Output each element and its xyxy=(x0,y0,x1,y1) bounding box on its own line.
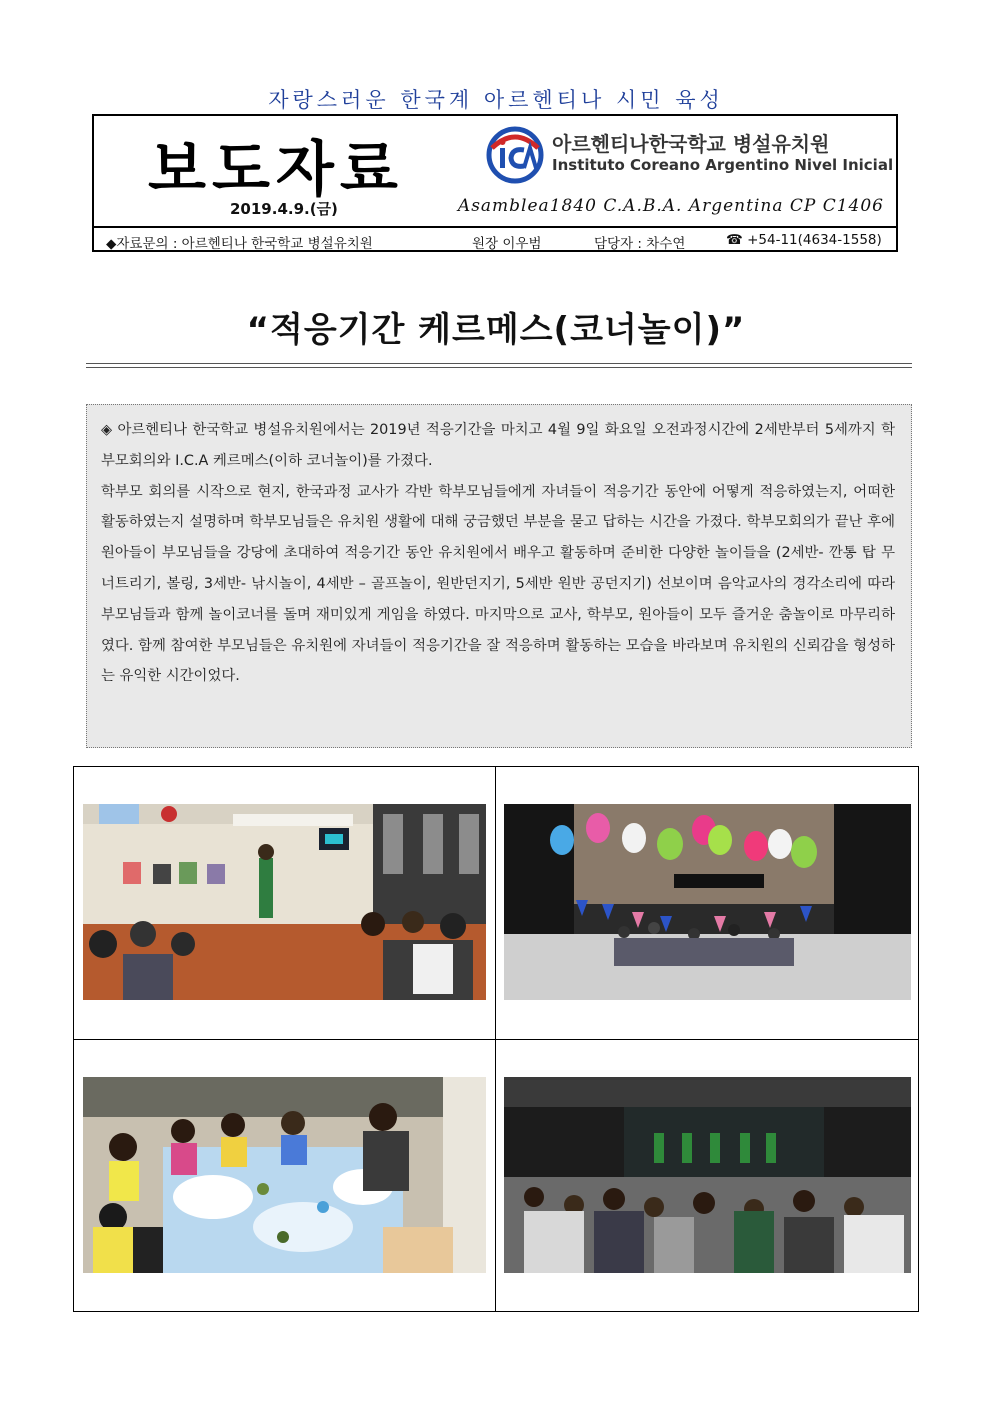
press-release-header xyxy=(92,114,898,252)
photo-grid xyxy=(73,766,919,1312)
manager: 담당자 : 차수연 xyxy=(594,236,686,252)
auditorium-photo-image xyxy=(504,804,911,1000)
slogan: 자랑스러운 한국계 아르헨티나 시민 육성 xyxy=(268,88,724,112)
stage-photo-image xyxy=(504,1077,911,1273)
article-body xyxy=(86,404,912,748)
principal: 원장 이우범 xyxy=(472,236,542,252)
press-release-title: 보도자료 xyxy=(148,135,404,205)
article-paragraph: ◈ 아르헨티나 한국학교 병설유치원에서는 2019년 적응기간을 마치고 4월 9일 화요일 오전과정시간에 2세반부터 5세까지 학부모회의와 I.C.A 케르메스(이하 코너놀이)를 가졌다. xyxy=(101,422,895,469)
address: Asamblea1840 C.A.B.A. Argentina CP C1406 xyxy=(457,196,884,216)
stage-dance-photo xyxy=(504,1077,911,1273)
org-name-korean: 아르헨티나한국학교 병설유치원 xyxy=(552,132,830,156)
classroom-photo-image xyxy=(83,804,486,1000)
divider-line xyxy=(86,363,912,364)
headline: “적응기간 케르메스(코너놀이)” xyxy=(246,310,746,350)
article-paragraph: 학부모 회의를 시작으로 현지, 한국과정 교사가 각반 학부모님들에게 자녀들이 적응기간 동안에 어떻게 적응하였는지, 어떠한 활동하였는지 설명하며 학부모님들은 유치원 생활에 대해 궁금했던 부분을 묻고 답하는 시간을 가졌다. 학부모회의가 끝난 후에 원아들이 부모님들을 강당에 초대하여 적응기간 동안 유치원에서 배우고 활동하며 준비한 다양한 놀이들을 (2세반- 깐통 탑 무너트리기, 볼링, 3세반- 낚시놀이, 4세반 – 골프놀이, 원반던지기, 5세반 원반 공던지기) 선보이며 음악교사의 경각소리에 따라 부모님들과 함께 놀이코너를 돌며 재미있게 게임을 하였다. 마지막으로 교사, 학부모, 원아들이 모두 즐거운 춤놀이로 마무리하였다. 함께 참여한 부모님들은 유치원에 자녀들이 적응기간을 잘 적응하며 활동하는 모습을 바라보며 유치원의 신뢰감을 형성하는 유익한 시간이었다. xyxy=(101,483,895,685)
contact-label: ◆자료문의 : 아르헨티나 한국학교 병설유치원 xyxy=(106,236,373,252)
auditorium-balloons-photo xyxy=(504,804,911,1000)
fishing-photo-image xyxy=(83,1077,486,1273)
divider-line xyxy=(86,367,912,368)
contact-row xyxy=(94,226,896,250)
phone: ☎ +54-11(4634-1558) xyxy=(726,232,882,248)
school-logo xyxy=(486,126,894,186)
ica-logo-icon xyxy=(486,126,544,184)
grid-divider xyxy=(74,1039,918,1040)
fishing-game-photo xyxy=(83,1077,486,1273)
org-name-spanish: Instituto Coreano Argentino Nivel Inicial xyxy=(552,156,894,174)
release-date: 2019.4.9.(금) xyxy=(230,200,338,218)
parent-meeting-classroom-photo xyxy=(83,804,486,1000)
